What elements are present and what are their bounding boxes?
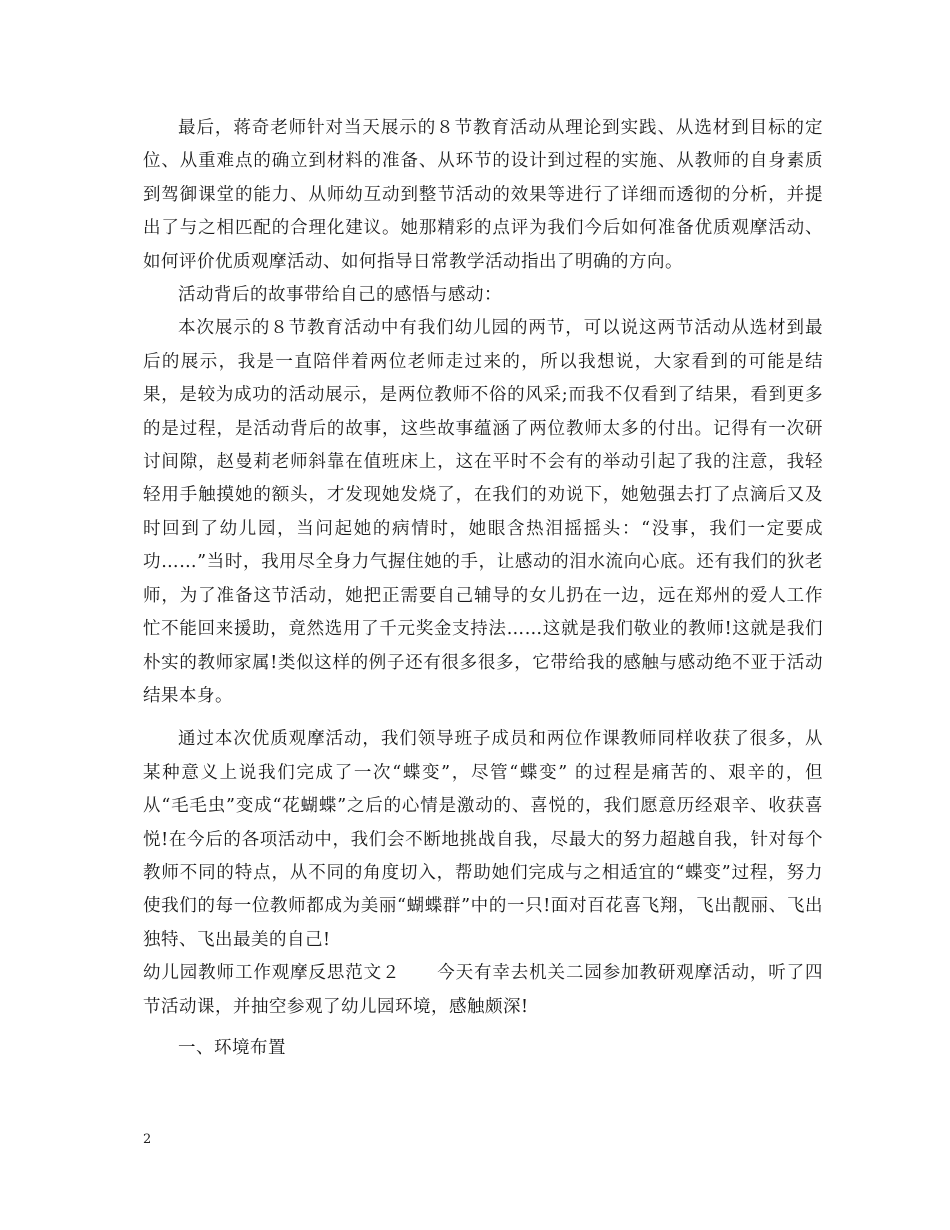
section-heading-environment: 一、环境布置: [178, 1037, 286, 1058]
paragraph-evaluation-summary: 最后，蒋奇老师针对当天展示的８节教育活动从理论到实践、从选材到目标的定位、从重难点的确立到材料的准备、从环节的设计到过程的实施、从教师的自身素质到驾御课堂的能力、从师幼互动到整节活动的效果等进行了详细而透彻的分析，并提出了与之相匹配的合理化建议。她那精彩的点评为我们今后如何准备优质观摩活动、如何评价优质观摩活动、如何指导日常教学活动指出了明确的方向。: [143, 118, 823, 272]
paragraph-essay-two-intro: 幼儿园教师工作观摩反思范文２ 今天有幸去机关二园参加教研观摩活动，听了四节活动课，并抽空参观了幼儿园环境，感触颇深!: [143, 963, 823, 1017]
paragraph-spacer: [143, 1024, 823, 1032]
paragraph-butterfly-transformation: 通过本次优质观摩活动，我们领导班子成员和两位作课教师同样收获了很多，从某种意义上说我们完成了一次“蝶变”，尽管“蝶变” 的过程是痛苦的、艰辛的，但从“毛毛虫”变成“花蝴蝶”之后的心情是激动的、喜悦的，我们愿意历经艰辛、收获喜悦!在今后的各项活动中，我们会不断地挑战自我，尽最大的努力超越自我，针对每个教师不同的特点，从不同的角度切入，帮助她们完成与之相适宜的“蝶变”过程，努力使我们的每一位教师都成为美丽“蝴蝶群”中的一只!面对百花喜飞翔，飞出靓丽、飞出独特、飞出最美的自己!: [143, 729, 823, 950]
paragraph-spacer: [143, 713, 823, 723]
document-body: [143, 112, 823, 1065]
page-number: 2: [143, 1132, 152, 1147]
paragraph-story-heading: 活动背后的故事带给自己的感悟与感动：: [178, 285, 502, 306]
paragraph-behind-the-story: 本次展示的８节教育活动中有我们幼儿园的两节，可以说这两节活动从选材到最后的展示，我是一直陪伴着两位老师走过来的，所以我想说，大家看到的可能是结果，是较为成功的活动展示，是两位教师不俗的风采;而我不仅看到了结果，看到更多的是过程，是活动背后的故事，这些故事蕴涵了两位教师太多的付出。记得有一次研讨间隙，赵曼莉老师斜靠在值班床上，这在平时不会有的举动引起了我的注意，我轻轻用手触摸她的额头，才发现她发烧了，在我们的劝说下，她勉强去打了点滴后又及时回到了幼儿园，当问起她的病情时，她眼含热泪摇摇头：“没事，我们一定要成功……”当时，我用尽全身力气握住她的手，让感动的泪水流向心底。还有我们的狄老师，为了准备这节活动，她把正需要自己辅导的女儿扔在一边，远在郑州的爱人工作忙不能回来援助，竟然选用了千元奖金支持法……这就是我们敬业的教师!这就是我们朴实的教师家属!类似这样的例子还有很多很多，它带给我的感触与感动绝不亚于活动结果本身。: [143, 318, 823, 706]
